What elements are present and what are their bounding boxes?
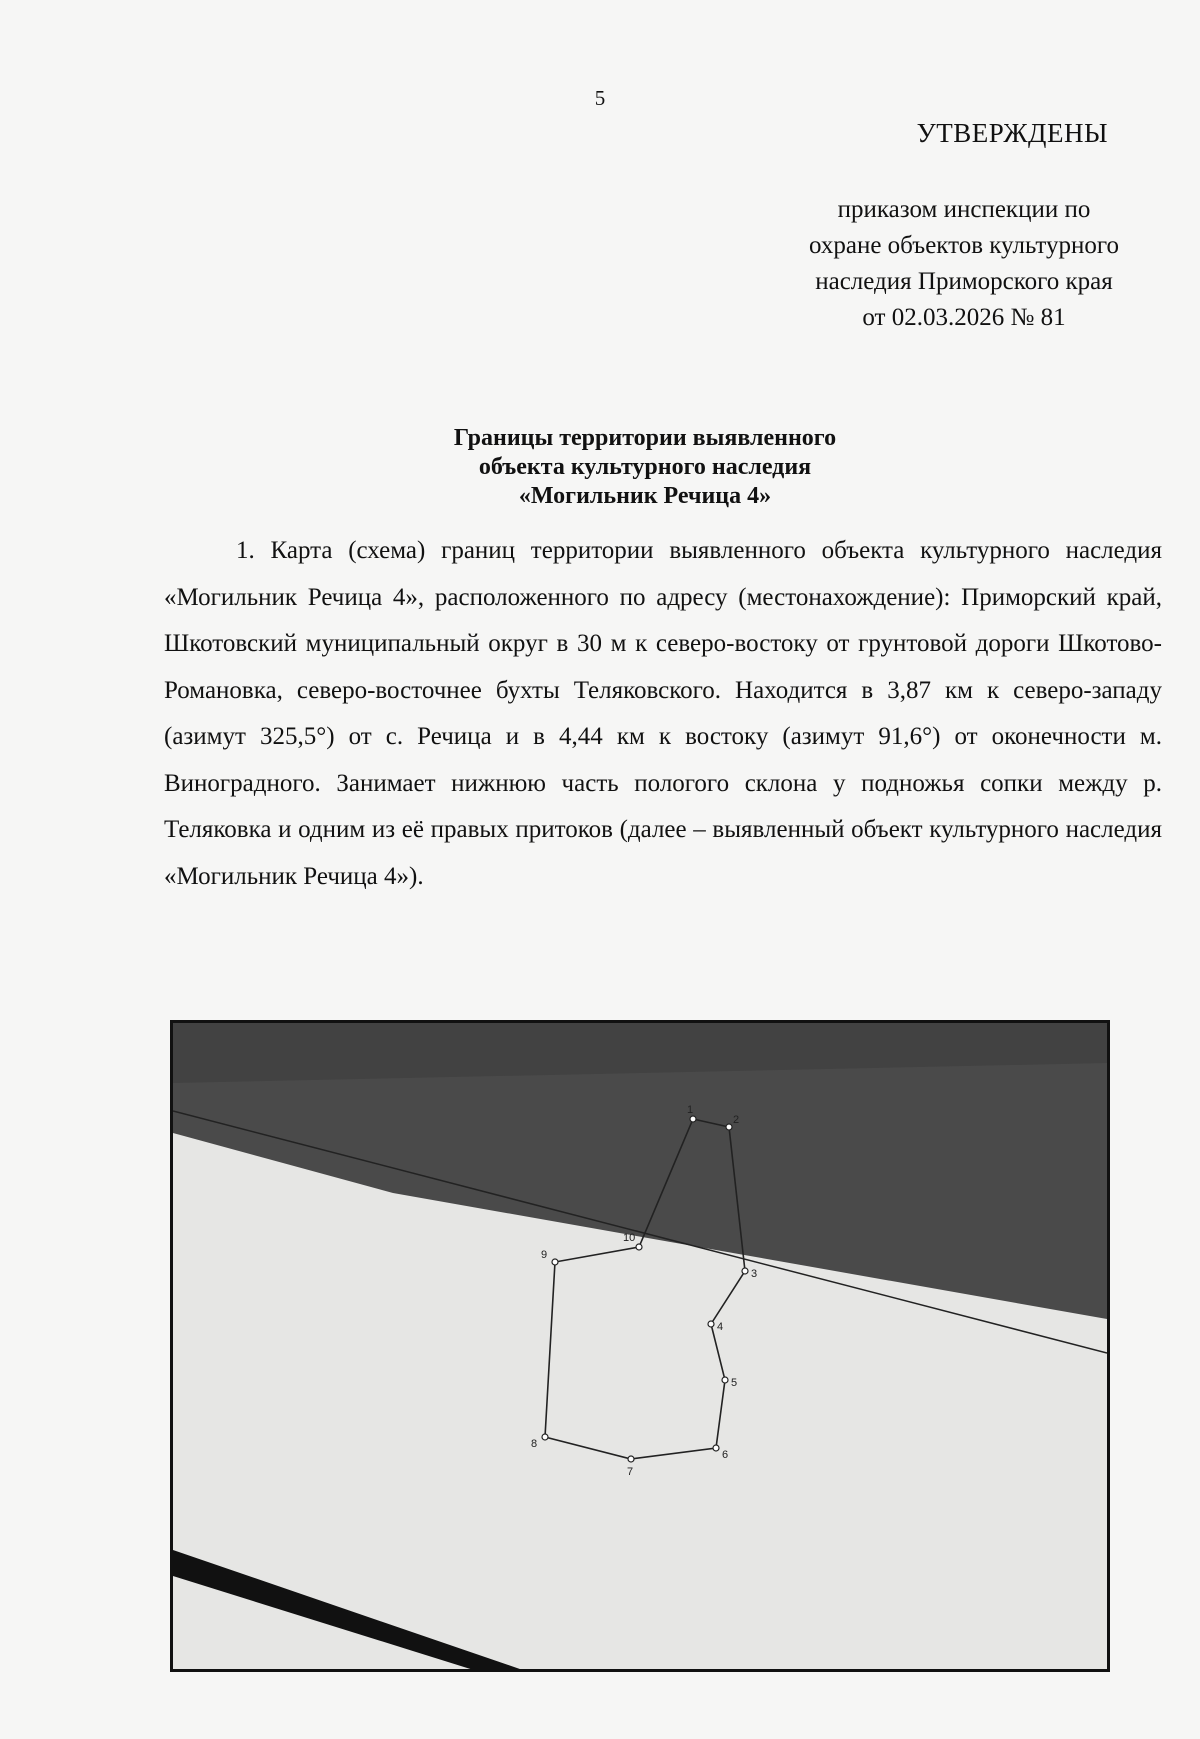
boundary-point-label: 2 <box>733 1114 740 1126</box>
approval-title: УТВЕРЖДЕНЫ <box>916 118 1108 148</box>
page-number: 5 <box>594 86 606 110</box>
boundary-point-label: 8 <box>531 1438 538 1450</box>
boundary-point-2 <box>726 1124 732 1130</box>
boundary-point-label: 4 <box>717 1321 724 1333</box>
boundary-point-label: 5 <box>731 1377 738 1389</box>
boundary-point-label: 9 <box>541 1249 548 1261</box>
boundary-point-1 <box>690 1116 696 1122</box>
boundary-point-4 <box>708 1321 714 1327</box>
boundary-point-label: 3 <box>751 1268 758 1280</box>
boundary-point-label: 6 <box>722 1449 729 1461</box>
boundary-point-6 <box>713 1445 719 1451</box>
description-paragraph: 1. Карта (схема) границ территории выявленного объекта культурного наследия «Могильник Речица 4», расположенного по адресу (местонахождение): Приморский край, Шкотовский муниципальный округ в 30 м к северо-востоку от грунтовой дороги Шкотово-Романовка, северо-восточнее бухты Теляковского. Находится в 3,87 км к северо-западу (азимут 325,5°) от с. Речица и в 4,44 км к востоку (азимут 91,6°) от оконечности м. Виноградного. Занимает нижнюю часть пологого склона у подножья сопки между р. Теляковка и одним из её правых притоков (далее – выявленный объект культурного наследия «Могильник Речица 4»). <box>164 537 1162 890</box>
boundary-point-label: 10 <box>623 1232 636 1244</box>
boundary-point-label: 7 <box>627 1466 634 1478</box>
approval-date-number: от 02.03.2026 № 81 <box>862 304 1066 331</box>
heading-line: Границы территории выявленного <box>453 425 837 451</box>
boundary-point-label: 1 <box>687 1104 694 1116</box>
document-heading <box>150 424 1140 511</box>
boundary-map <box>170 1020 1110 1672</box>
boundary-point-5 <box>722 1377 728 1383</box>
approval-line: приказом инспекции по <box>837 196 1091 223</box>
approval-line: охране объектов культурного <box>808 232 1119 259</box>
boundary-point-3 <box>742 1268 748 1274</box>
heading-line: объекта культурного наследия <box>478 454 812 480</box>
boundary-point-9 <box>552 1259 558 1265</box>
boundary-point-10 <box>636 1244 642 1250</box>
heading-line: «Могильник Речица 4» <box>518 483 772 509</box>
boundary-point-7 <box>628 1456 634 1462</box>
map-canvas <box>173 1023 1107 1669</box>
boundary-point-8 <box>542 1434 548 1440</box>
approval-line: наследия Приморского края <box>815 268 1113 295</box>
approval-order-block <box>754 192 1174 336</box>
